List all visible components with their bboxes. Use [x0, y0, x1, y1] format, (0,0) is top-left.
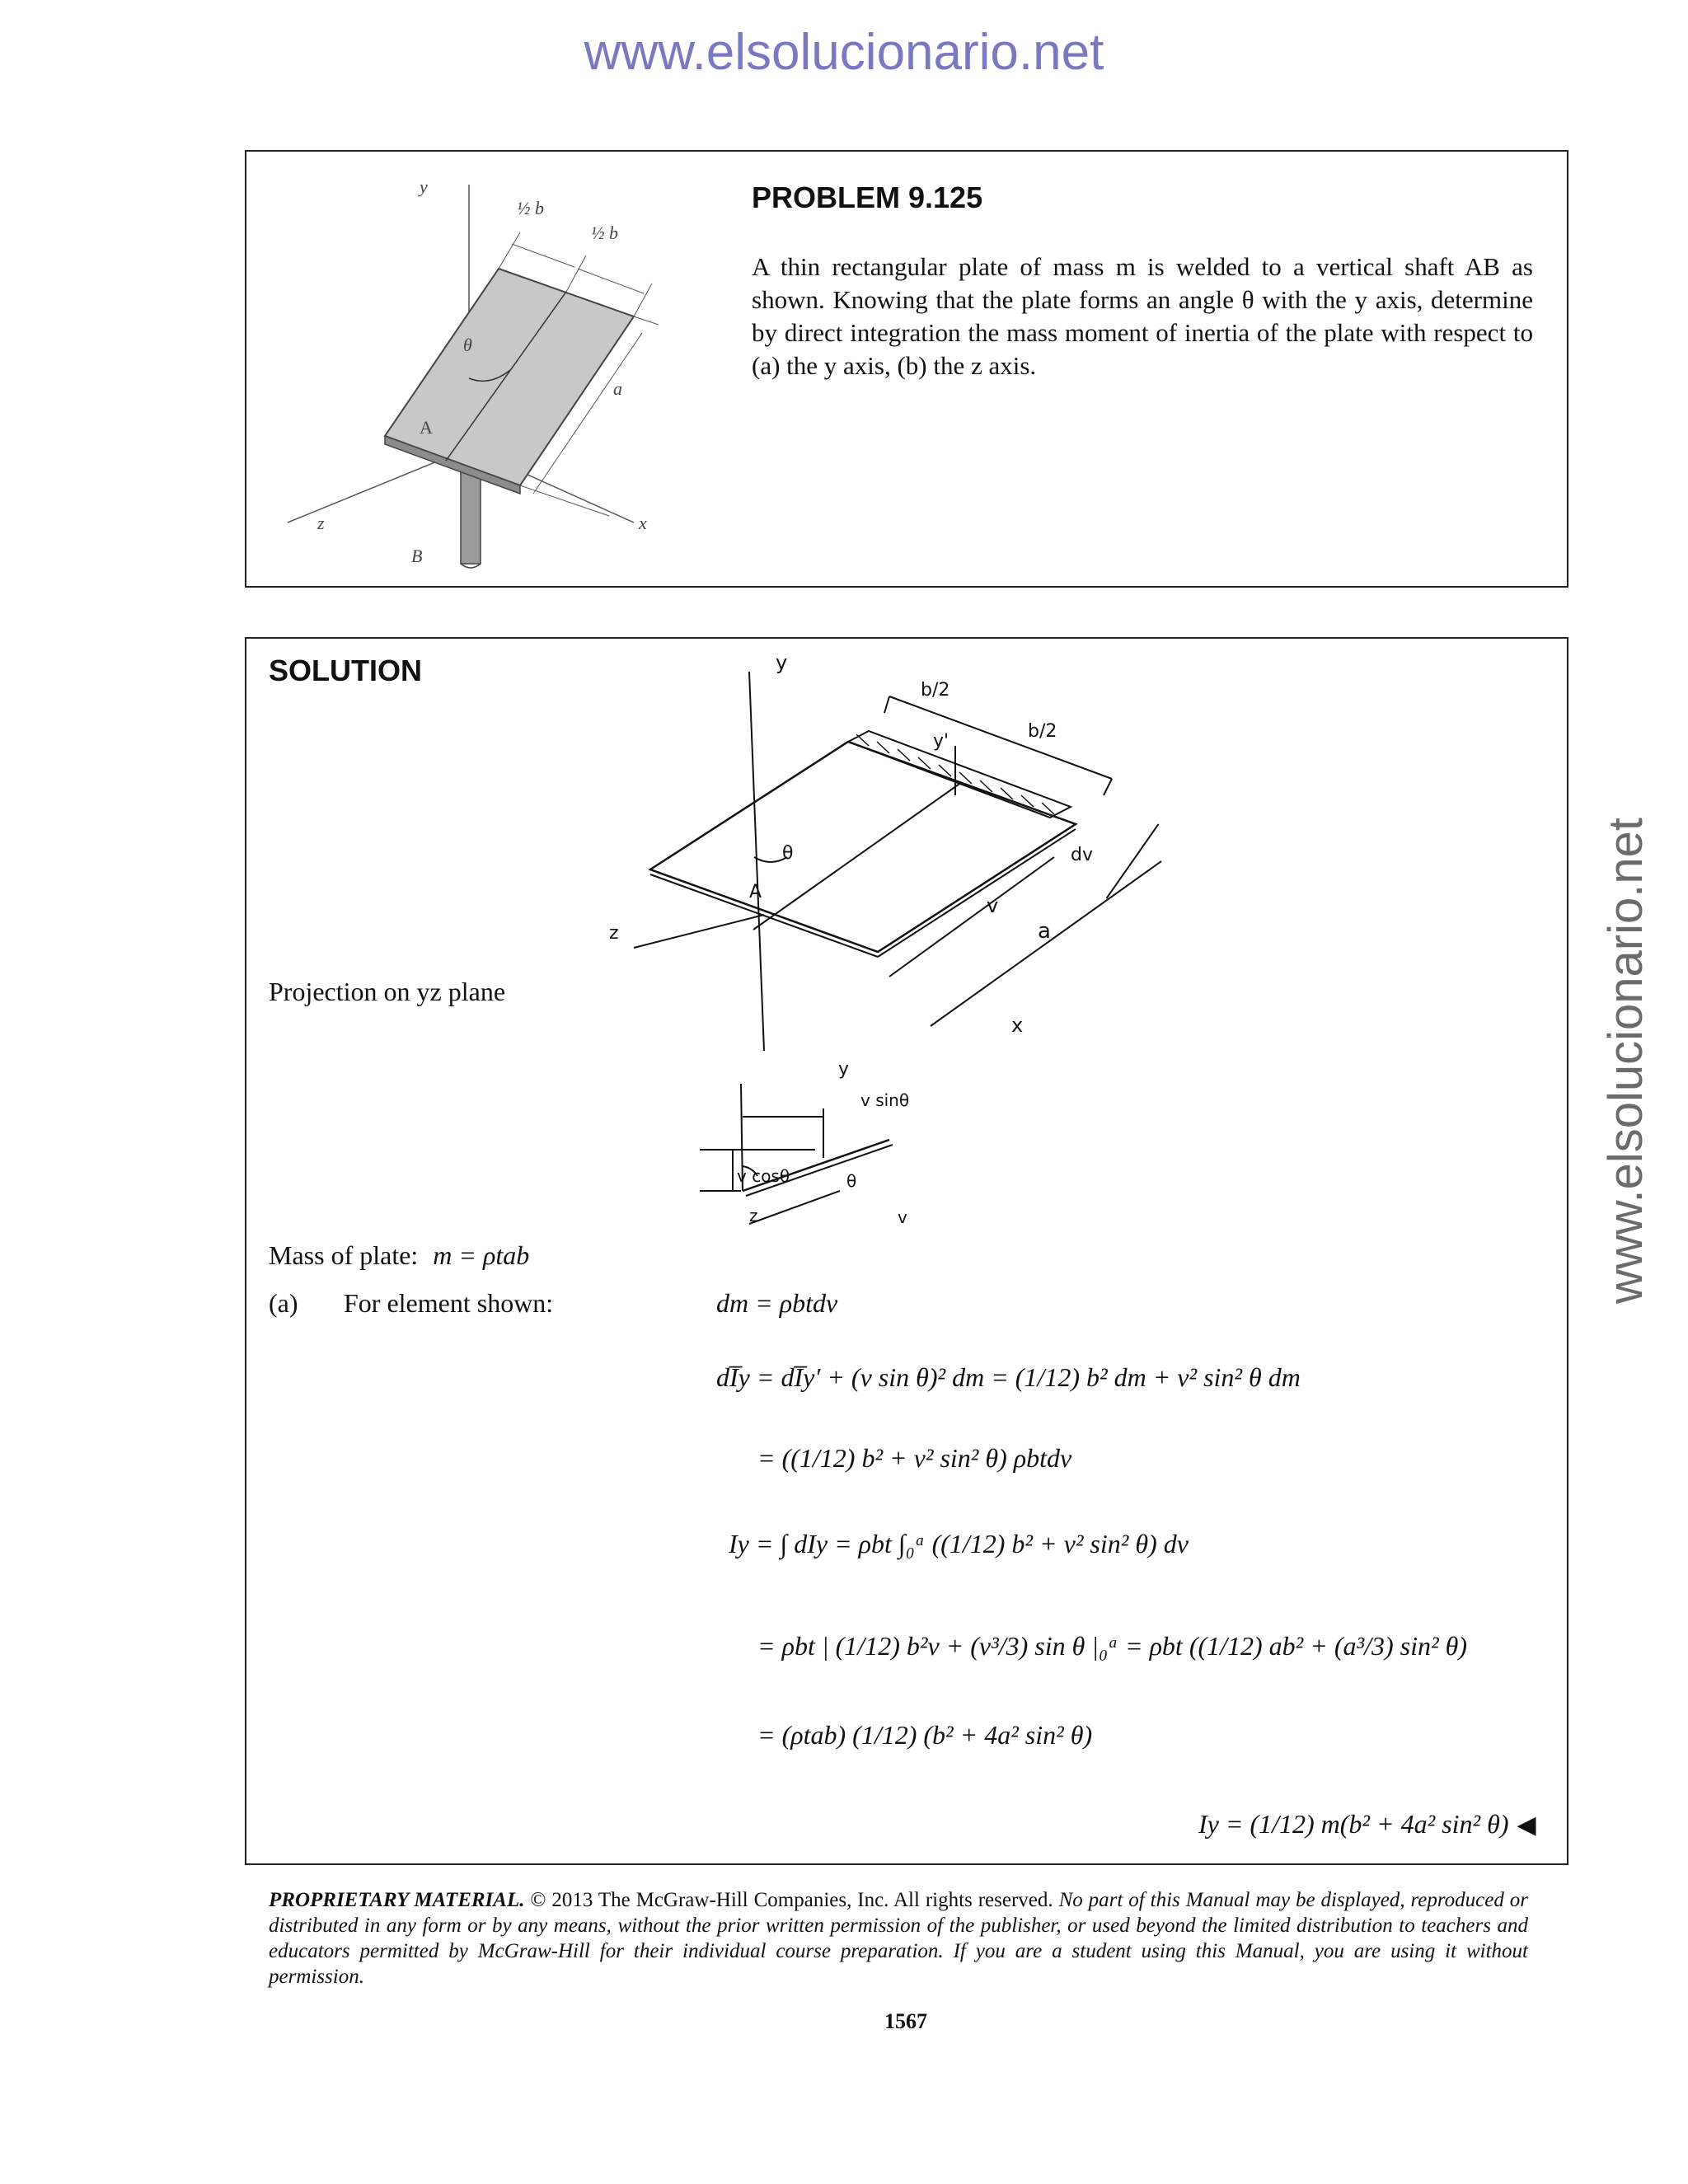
footer-notice: No part of this Manual may be displayed, reproduced or distributed in any form or by any means, without the prior written permission of the publisher, or used beyond the limited distribution to teachers and educators permitted by McGraw-Hill for their individual course preparation. If you are a student using this Manual, you are using it without permission. — [269, 1889, 1529, 1988]
projection-label: Projection on yz plane — [269, 977, 506, 1006]
sk1-label-x: x — [1011, 1014, 1024, 1037]
answer-marker-icon: ◀ — [1517, 1811, 1536, 1839]
footer — [269, 1887, 1528, 1990]
sk1-label-z: z — [609, 923, 619, 944]
solution-box — [245, 637, 1568, 1865]
equation-3: Iy = ∫ dIy = ρbt ∫₀ᵃ ((1/12) b² + v² sin² θ) dv — [729, 1529, 1189, 1558]
element-label: For element shown: — [344, 1288, 554, 1318]
sk1-label-b-half-2: b/2 — [1028, 721, 1057, 742]
fig-label-half-b-1: ½ b — [517, 198, 544, 218]
equation-5: = (ρtab) (1/12) (b² + 4a² sin² θ) — [757, 1720, 1093, 1750]
equation-2: = ((1/12) b² + v² sin² θ) ρbtdv — [757, 1443, 1072, 1473]
sk1-label-y: y — [776, 651, 788, 674]
sk2-label-theta: θ — [846, 1171, 857, 1191]
footer-lead: PROPRIETARY MATERIAL. — [269, 1889, 525, 1911]
equation-4: = ρbt | (1/12) b²v + (v³/3) sin θ |₀ᵃ = ρbt ((1/12) ab² + (a³/3) sin² θ) — [757, 1631, 1467, 1661]
mass-label — [269, 1240, 529, 1271]
fig-label-y: y — [420, 176, 428, 197]
problem-box — [245, 150, 1568, 588]
solution-title: SOLUTION — [269, 654, 422, 687]
answer-equation — [1198, 1809, 1536, 1840]
sk2-label-v-sin: v sinθ — [860, 1090, 910, 1110]
fig-label-a: a — [613, 378, 622, 399]
page-number: 1567 — [884, 2009, 927, 2033]
sk2-label-z: z — [749, 1206, 758, 1226]
sk1-label-theta: θ — [782, 843, 794, 864]
problem-statement: A thin rectangular plate of mass m is welded to a vertical shaft AB as shown. Knowing that the plate forms an angle θ with the y axis, determine by direct integration the mass moment of inertia of the plate with respect to (a) the y axis, (b) the z axis. — [752, 252, 1533, 380]
equation-1: dI̅y = dI̅y′ + (v sin θ)² dm = (1/12) b² dm + v² sin² θ dm — [716, 1362, 1301, 1392]
footer-copyright: © 2013 The McGraw-Hill Companies, Inc. All rights reserved. — [530, 1889, 1053, 1911]
watermark-side: www.elsolucionario.net — [1599, 818, 1653, 1304]
watermark-top: www.elsolucionario.net — [584, 24, 1104, 81]
answer-text: Iy = (1/12) m(b² + 4a² sin² θ) — [1198, 1809, 1509, 1839]
sk2-label-y: y — [838, 1059, 850, 1080]
part-a-label: (a) — [269, 1288, 298, 1318]
sk2-label-v-cos: v cosθ — [737, 1166, 790, 1186]
mass-equation: m = ρtab — [433, 1240, 530, 1270]
fig-label-theta: θ — [463, 335, 472, 355]
fig-label-half-b-2: ½ b — [591, 223, 618, 243]
fig-label-B: B — [411, 546, 423, 566]
sk1-label-v: v — [987, 894, 999, 917]
problem-title: PROBLEM 9.125 — [752, 180, 983, 214]
sk1-label-A: A — [749, 882, 762, 902]
sk2-label-v: v — [898, 1207, 907, 1227]
fig-label-x: x — [639, 513, 647, 533]
sk1-label-a: a — [1038, 919, 1051, 944]
sk1-label-b-half-1: b/2 — [921, 680, 950, 701]
dm-equation: dm = ρbtdv — [716, 1288, 838, 1318]
sk1-label-dv: dv — [1071, 845, 1093, 865]
fig-label-z: z — [317, 513, 325, 533]
mass-label-text: Mass of plate: — [269, 1240, 419, 1270]
sk1-label-y-prime: y' — [933, 731, 950, 752]
fig-label-A: A — [420, 417, 433, 438]
